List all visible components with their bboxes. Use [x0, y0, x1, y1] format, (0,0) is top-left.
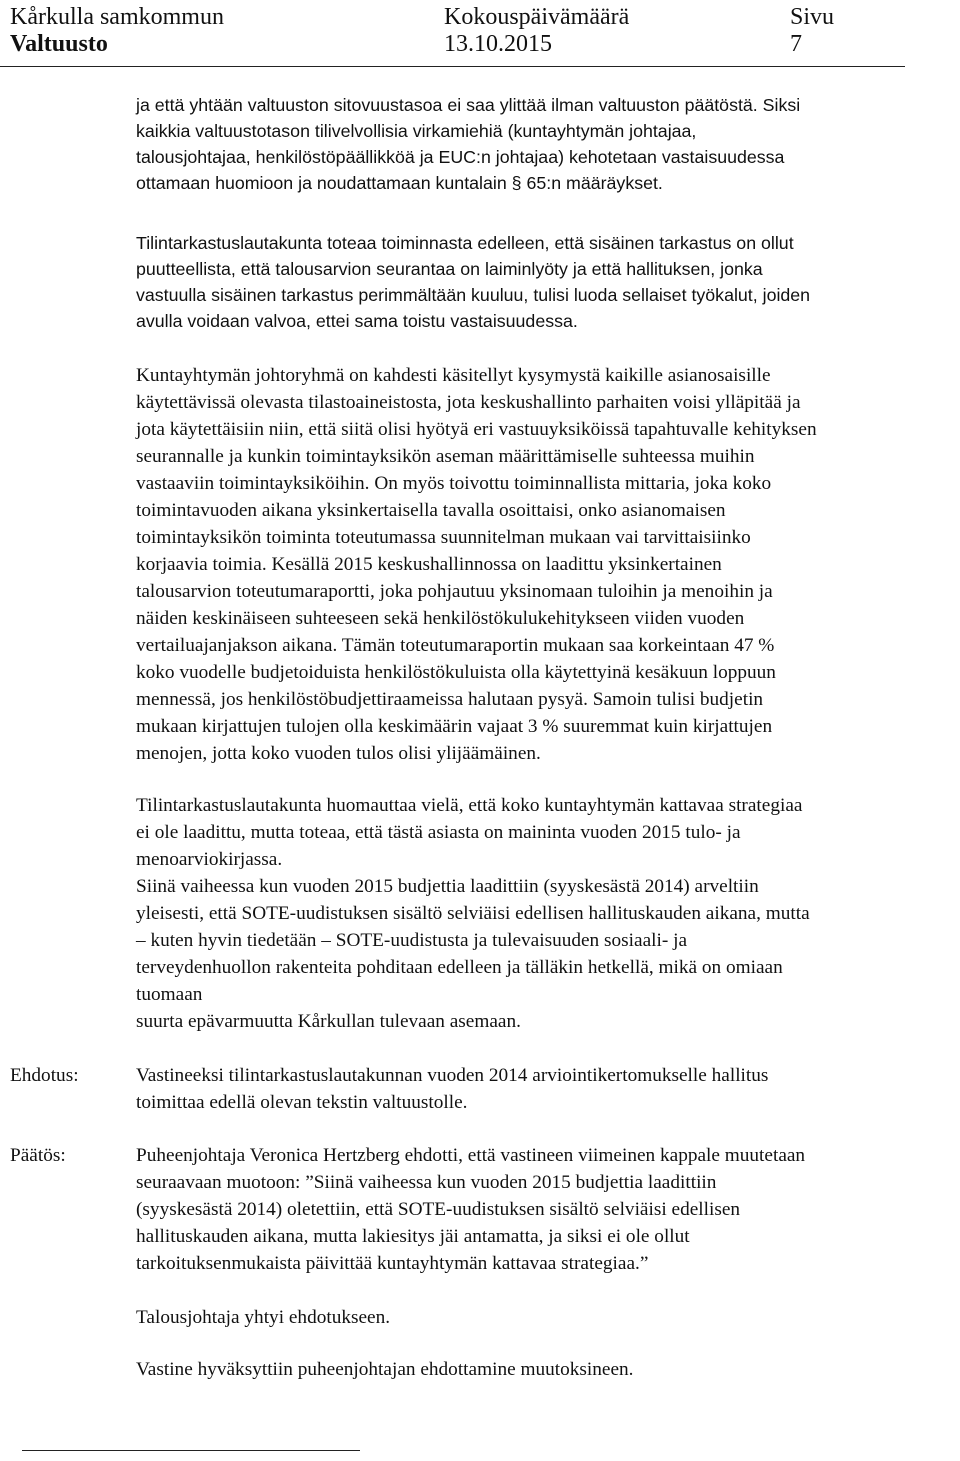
text-line: koko vuodelle budjetoiduista henkilöstökuluista olla käytettyinä kesäkuun loppuun: [136, 662, 776, 683]
text-line: talousarvion toteutumaraportti, joka pohjautuu yksinomaan tuloihin ja menoihin ja: [136, 581, 773, 602]
text-line: avulla voidaan valvoa, ettei sama toistu vastaisuudessa.: [136, 311, 578, 331]
text-line: vertailuajanjakson aikana. Tämän toteutumaraportin mukaan saa korkeintaan 47 %: [136, 635, 775, 656]
paragraph-cfo-agreed: [136, 1304, 956, 1331]
text-line: tuomaan: [136, 984, 203, 1005]
text-line: Tilintarkastuslautakunta huomauttaa vielä, että koko kuntayhtymän kattavaa strategiaa: [136, 795, 803, 816]
body-name: Valtuusto: [10, 31, 108, 57]
date-label: Kokouspäivämäärä: [444, 4, 630, 30]
paragraph-approved: [136, 1356, 956, 1383]
text-line: korjaavia toimia. Kesällä 2015 keskushallinnossa on laadittu yksinkertainen: [136, 554, 722, 575]
text-line: talousjohtajaa, henkilöstöpäällikköä ja EUC:n johtajaa) kehotetaan vastaisuudessa: [136, 147, 785, 167]
text-line: näiden keskinäiseen suhteeseen sekä henkilöstökulukehitykseen viiden vuoden: [136, 608, 745, 629]
text-line: käytettävissä olevasta tilastoaineistosta, jota keskushallinto parhaiten voisi ylläpitää ja: [136, 392, 801, 413]
text-line: mukaan kirjattujen tulojen olla keskimäärin vajaat 3 % suuremmat kuin kirjattujen: [136, 716, 773, 737]
text-line: toimintayksikön toiminta toteutumassa suunnitelman mukaan vai tarvittaisiinko: [136, 527, 751, 548]
org-name: Kårkulla samkommun: [10, 4, 224, 30]
signature-line: [22, 1450, 360, 1451]
text-line: menojen, jotta koko vuoden tulos olisi ylijäämäinen.: [136, 743, 541, 764]
text-line: Siinä vaiheessa kun vuoden 2015 budjettia laadittiin (syyskesästä 2014) arveltiin: [136, 876, 759, 897]
paragraph-budget-authority: [136, 92, 956, 196]
text-line: Tilintarkastuslautakunta toteaa toiminnasta edelleen, että sisäinen tarkastus on ollut: [136, 233, 794, 253]
text-line: Kuntayhtymän johtoryhmä on kahdesti käsitellyt kysymystä kaikille asianosaisille: [136, 365, 771, 386]
text-line: suurta epävarmuutta Kårkullan tulevaan asemaan.: [136, 1011, 521, 1032]
text-line: vastaaviin toimintayksiköihin. On myös toivottu toiminnallista mittaria, joka koko: [136, 473, 772, 494]
paragraph-internal-audit: [136, 230, 956, 334]
proposal-label: Ehdotus:: [10, 1065, 79, 1086]
meeting-date: 13.10.2015: [444, 31, 552, 57]
header-rule: [0, 66, 905, 67]
text-line: Puheenjohtaja Veronica Hertzberg ehdotti, että vastineen viimeinen kappale muutetaan: [136, 1145, 806, 1166]
text-line: hallituskauden aikana, mutta lakiesitys jäi antamatta, ja siksi ei ole ollut: [136, 1226, 690, 1247]
text-line: seuraavaan muotoon: ”Siinä vaiheessa kun vuoden 2015 budjettia laadittiin: [136, 1172, 717, 1193]
text-line: yleisesti, että SOTE-uudistuksen sisältö selviäisi edellisen hallituskauden aikana, mutta: [136, 903, 810, 924]
text-line: terveydenhuollon rakenteita pohditaan edelleen ja tälläkin hetkellä, mikä on omiaan: [136, 957, 783, 978]
text-line: mennessä, jos henkilöstöbudjettiraameissa halutaan pysyä. Samoin tulisi budjetin: [136, 689, 764, 710]
text-line: kaikkia valtuustotason tilivelvollisia virkamiehiä (kuntayhtymän johtajaa,: [136, 121, 697, 141]
text-line: ja että yhtään valtuuston sitovuustasoa ei saa ylittää ilman valtuuston päätöstä. Siksi: [136, 95, 801, 115]
text-line: (syyskesästä 2014) oletettiin, että SOTE-uudistuksen sisältö selviäisi edellisen: [136, 1199, 741, 1220]
text-line: puutteellista, että talousarvion seurantaa on laiminlyöty ja että hallituksen, jonka: [136, 259, 763, 279]
text-line: – kuten hyvin tiedetään – SOTE-uudistusta ja tulevaisuuden sosiaali- ja: [136, 930, 688, 951]
decision-label: Päätös:: [10, 1145, 66, 1166]
page-label: Sivu: [790, 4, 835, 30]
text-line: toimintavuoden aikana yksinkertaisella tavalla osoittaisi, onko asianomaisen: [136, 500, 726, 521]
paragraph-management-group: [136, 362, 956, 767]
paragraph-proposal: [136, 1062, 956, 1116]
text-line: ei ole laadittu, mutta toteaa, että tästä asiasta on maininta vuoden 2015 tulo- ja: [136, 822, 741, 843]
paragraph-decision: [136, 1142, 956, 1277]
page-number: 7: [790, 31, 802, 57]
text-line: tarkoituksenmukaista päivittää kuntayhtymän kattavaa strategiaa.”: [136, 1253, 649, 1274]
text-line: Vastineeksi tilintarkastuslautakunnan vuoden 2014 arviointikertomukselle hallitus: [136, 1065, 769, 1086]
text-line: menoarviokirjassa.: [136, 849, 283, 870]
paragraph-strategy-note: [136, 792, 956, 1035]
text-line: toimittaa edellä olevan tekstin valtuustolle.: [136, 1092, 468, 1113]
text-line: seurannalle ja kunkin toimintayksikön aseman määrittämiselle suhteessa muihin: [136, 446, 755, 467]
text-line: ottamaan huomioon ja noudattamaan kuntalain § 65:n määräykset.: [136, 173, 663, 193]
text-line: Talousjohtaja yhtyi ehdotukseen.: [136, 1307, 391, 1328]
text-line: Vastine hyväksyttiin puheenjohtajan ehdottamine muutoksineen.: [136, 1359, 634, 1380]
text-line: vastuulla sisäinen tarkastus perimmältään kuuluu, tulisi luoda sellaiset työkalut, joiden: [136, 285, 811, 305]
text-line: jota käytettäisiin niin, että siitä olisi hyötyä eri vastuuyksiköissä tapahtuvalle kehityksen: [136, 419, 817, 440]
